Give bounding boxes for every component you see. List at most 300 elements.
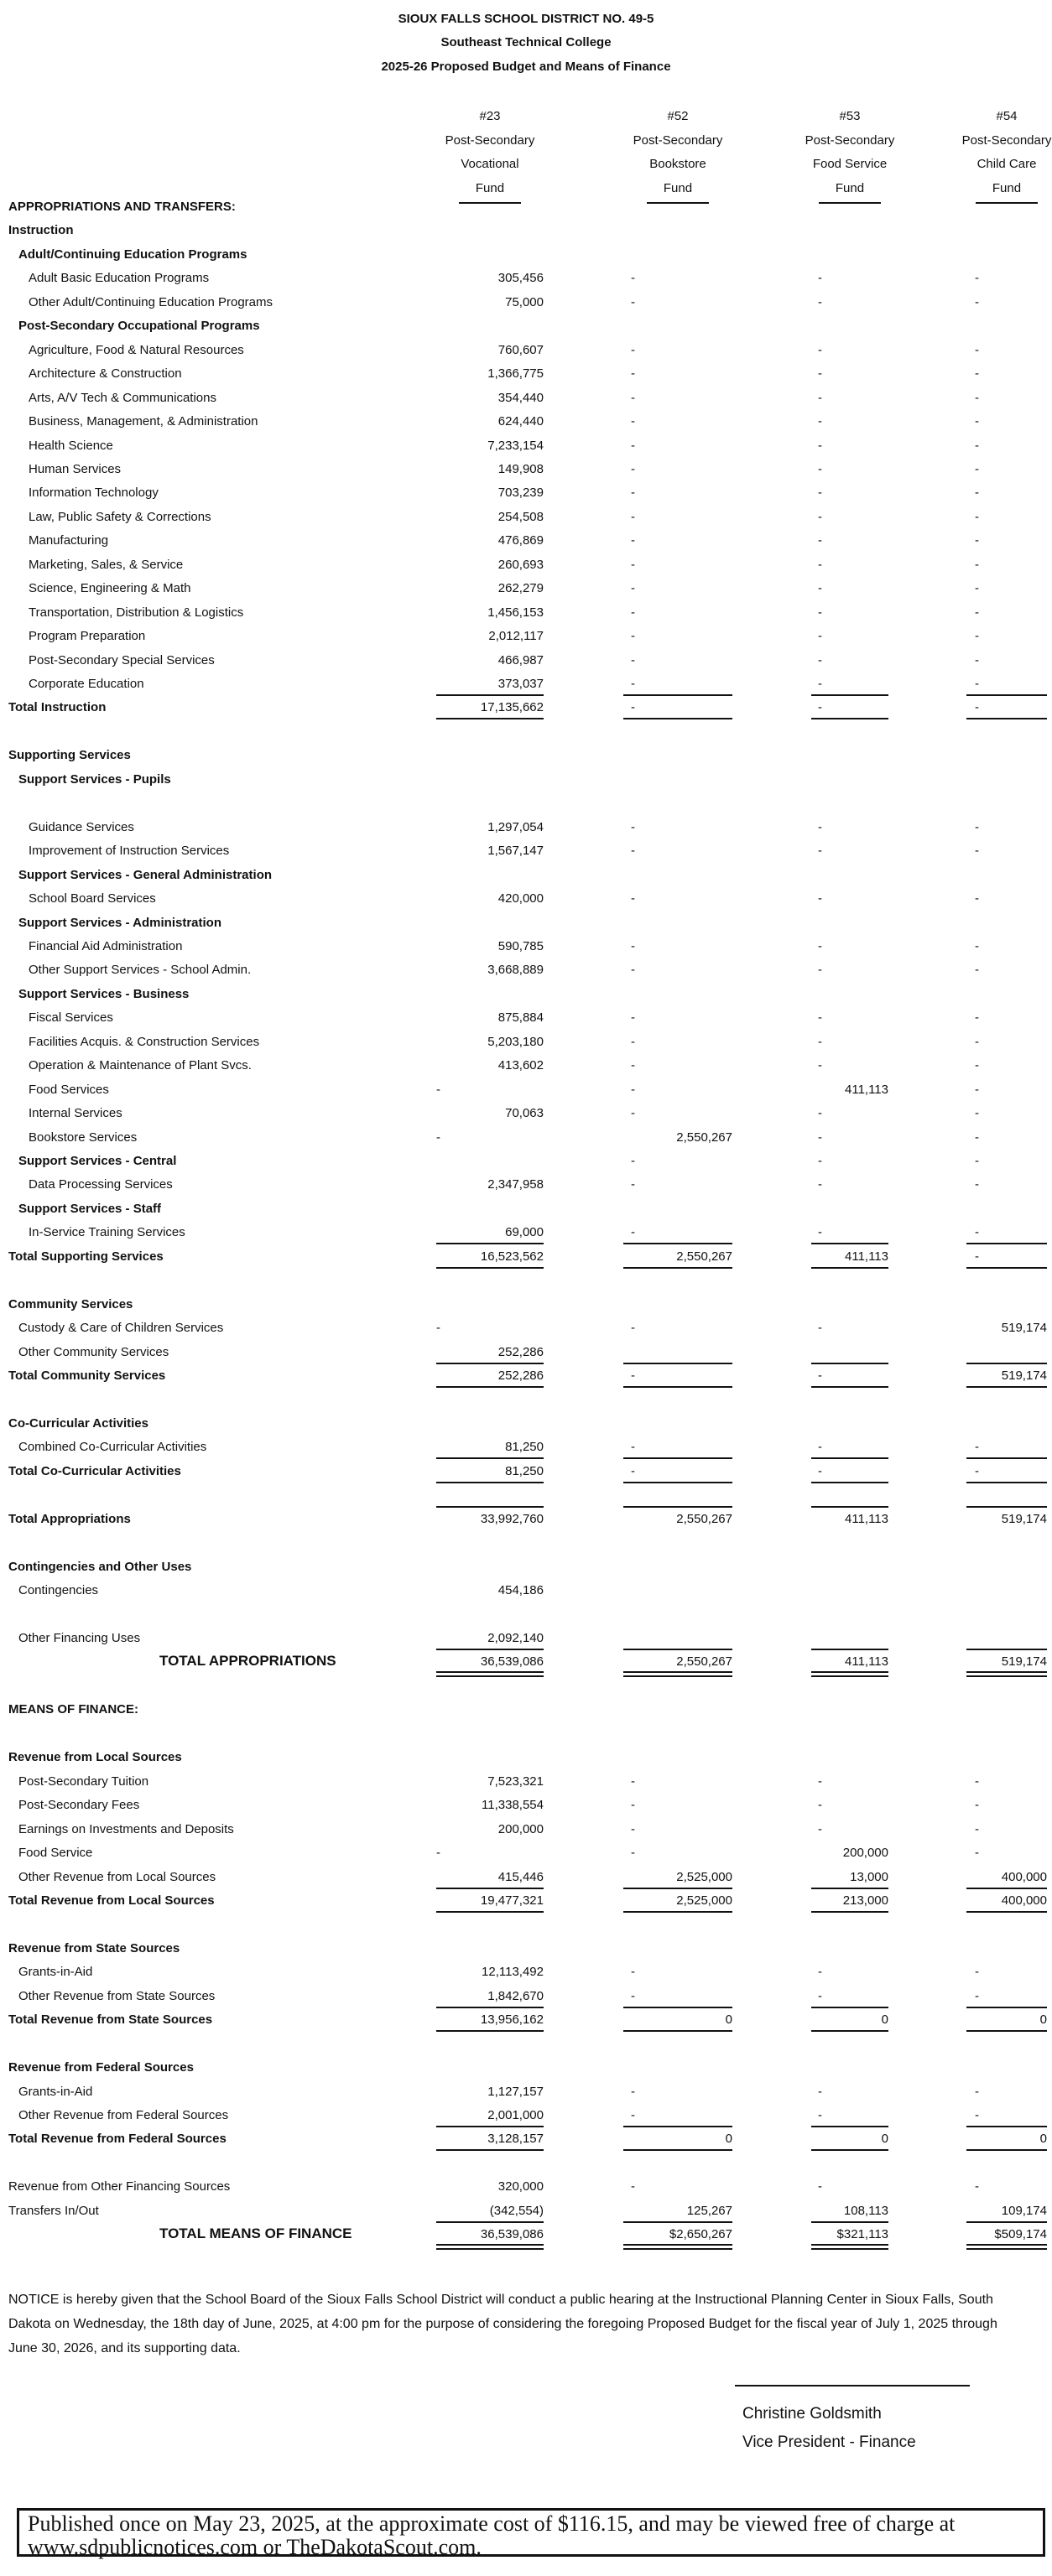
nil-value: - — [975, 2084, 979, 2099]
amount-cell: 411,113 — [845, 1082, 888, 1097]
row-label: Instruction — [8, 223, 74, 238]
amount-cell: 81,250 — [505, 1440, 544, 1455]
column-header-fund: Fund — [819, 177, 881, 205]
amount-cell: 1,456,153 — [487, 605, 544, 620]
amount-cell: 400,000 — [1001, 1869, 1047, 1884]
nil-value: - — [631, 819, 635, 834]
nil-value: - — [631, 1010, 635, 1026]
sum-rule — [811, 1267, 888, 1269]
sum-rule — [623, 1649, 732, 1650]
row-label: Contingencies and Other Uses — [8, 1559, 192, 1574]
row-label: Arts, A/V Tech & Communications — [29, 390, 216, 405]
amount-cell: 590,785 — [497, 938, 544, 953]
table-row — [0, 748, 1052, 771]
row-label: Total Co-Curricular Activities — [8, 1463, 181, 1478]
table-row — [0, 1416, 1052, 1440]
column-header-l1: Post-Secondary — [961, 132, 1052, 148]
sum-rule — [966, 1888, 1047, 1889]
table-row — [0, 1846, 1052, 1869]
amount-cell: 200,000 — [497, 1821, 544, 1836]
spacer-row — [0, 1727, 1052, 1750]
district-title: SIOUX FALLS SCHOOL DISTRICT NO. 49-5 — [398, 12, 654, 26]
nil-value: - — [631, 1177, 635, 1192]
row-label: School Board Services — [29, 891, 156, 906]
row-label: TOTAL MEANS OF FINANCE — [159, 2225, 352, 2242]
sum-rule — [811, 1482, 888, 1483]
sum-rule — [436, 2149, 544, 2151]
table-row — [0, 1750, 1052, 1774]
spacer-row — [0, 1273, 1052, 1296]
row-label: Co-Curricular Activities — [8, 1415, 148, 1431]
column-header-4 — [940, 105, 1052, 204]
nil-value: - — [975, 1440, 979, 1455]
sum-rule — [811, 2030, 888, 2032]
amount-cell: 411,113 — [845, 1249, 888, 1264]
table-row — [0, 2060, 1052, 2084]
row-label: Grants-in-Aid — [18, 1965, 93, 1980]
amount-cell: 3,668,889 — [487, 963, 544, 978]
nil-value: - — [975, 1082, 979, 1097]
table-row — [0, 200, 1052, 223]
row-label: Architecture & Construction — [29, 366, 182, 382]
amount-cell: 81,250 — [505, 1463, 544, 1478]
sum-rule — [436, 1482, 544, 1483]
row-label: Marketing, Sales, & Service — [29, 557, 184, 572]
table-row — [0, 1893, 1052, 1917]
nil-value: - — [631, 1058, 635, 1073]
table-row — [0, 2179, 1052, 2203]
sum-rule — [811, 1506, 888, 1508]
nil-value: - — [818, 652, 822, 667]
table-row — [0, 391, 1052, 414]
row-label: Guidance Services — [29, 819, 134, 834]
table-row — [0, 2012, 1052, 2036]
sum-rule — [966, 1386, 1047, 1388]
table-row — [0, 581, 1052, 605]
sum-rule — [623, 1386, 732, 1388]
nil-value: - — [631, 2084, 635, 2099]
row-label: Other Support Services - School Admin. — [29, 963, 252, 978]
row-label: Total Revenue from Local Sources — [8, 1893, 215, 1908]
amount-cell: 125,267 — [686, 2203, 732, 2218]
nil-value: - — [631, 342, 635, 357]
table-row — [0, 1702, 1052, 1726]
row-label: Total Appropriations — [8, 1511, 131, 1526]
table-row — [0, 2204, 1052, 2227]
row-label: Other Revenue from Local Sources — [18, 1869, 216, 1884]
table-row — [0, 1058, 1052, 1082]
sum-rule — [436, 718, 544, 719]
sum-rule — [436, 2221, 544, 2223]
sum-rule — [966, 2007, 1047, 2008]
amount-cell: 7,233,154 — [487, 438, 544, 453]
nil-value: - — [436, 1321, 440, 1336]
spacer-row — [0, 1607, 1052, 1631]
nil-value: - — [818, 2084, 822, 2099]
row-label: Other Community Services — [18, 1344, 169, 1359]
amount-cell: 420,000 — [497, 891, 544, 906]
amount-cell: 411,113 — [845, 1654, 888, 1670]
amount-cell: $509,174 — [994, 2227, 1047, 2242]
amount-cell: 2,550,267 — [676, 1511, 732, 1526]
spacer-row — [0, 2037, 1052, 2060]
nil-value: - — [818, 1034, 822, 1049]
nil-value: - — [631, 271, 635, 286]
row-label: Community Services — [8, 1296, 133, 1311]
nil-value: - — [818, 390, 822, 405]
nil-value: - — [818, 629, 822, 644]
nil-value: - — [975, 1846, 979, 1861]
table-row — [0, 772, 1052, 796]
amount-cell: 0 — [1039, 2132, 1047, 2147]
table-row — [0, 462, 1052, 486]
sum-rule — [966, 1506, 1047, 1508]
column-header-num: #54 — [996, 109, 1018, 123]
sum-rule — [966, 694, 1047, 696]
column-header-l2: Food Service — [812, 157, 888, 171]
table-row — [0, 247, 1052, 271]
column-header-2 — [611, 105, 745, 204]
nil-value: - — [631, 1034, 635, 1049]
nil-value: - — [631, 1821, 635, 1836]
column-header-num: #53 — [839, 109, 861, 123]
nil-value: - — [975, 652, 979, 667]
table-row — [0, 1965, 1052, 1988]
row-label: Post-Secondary Tuition — [18, 1774, 149, 1789]
row-label: Facilities Acquis. & Construction Services — [29, 1034, 260, 1049]
nil-value: - — [818, 1321, 822, 1336]
publication-notice: Published once on May 23, 2025, at the approximate cost of $116.15, and may be viewed free of charge at www.sdpublicnotices.com or TheDakotaScout.com. — [17, 2508, 1045, 2557]
nil-value: - — [631, 2108, 635, 2122]
row-label: Support Services - General Administration — [18, 867, 273, 882]
amount-cell: 75,000 — [505, 294, 544, 309]
nil-value: - — [818, 938, 822, 953]
sum-rule — [966, 2126, 1047, 2127]
total-double-rule — [436, 1671, 544, 1677]
amount-cell: 2,550,267 — [676, 1249, 732, 1264]
sum-rule — [966, 1267, 1047, 1269]
row-label: Program Preparation — [29, 629, 146, 644]
nil-value: - — [975, 390, 979, 405]
nil-value: - — [975, 533, 979, 548]
nil-value: - — [631, 938, 635, 953]
nil-value: - — [975, 1965, 979, 1980]
nil-value: - — [631, 366, 635, 382]
amount-cell: 305,456 — [497, 271, 544, 286]
nil-value: - — [975, 557, 979, 572]
nil-value: - — [975, 1798, 979, 1813]
table-row — [0, 700, 1052, 724]
nil-value: - — [631, 1106, 635, 1121]
nil-value: - — [975, 1034, 979, 1049]
amount-cell: 519,174 — [1001, 1368, 1047, 1384]
table-row — [0, 677, 1052, 700]
row-label: Support Services - Staff — [18, 1201, 162, 1216]
nil-value: - — [975, 414, 979, 429]
total-double-rule — [811, 1671, 888, 1677]
nil-value: - — [975, 461, 979, 476]
nil-value: - — [975, 2179, 979, 2194]
nil-value: - — [818, 533, 822, 548]
nil-value: - — [975, 1154, 979, 1168]
row-label: Internal Services — [29, 1106, 122, 1121]
amount-cell: 16,523,562 — [480, 1249, 544, 1264]
sum-rule — [436, 2126, 544, 2127]
row-label: Revenue from Other Financing Sources — [8, 2179, 231, 2194]
nil-value: - — [818, 486, 822, 501]
nil-value: - — [631, 2179, 635, 2194]
sum-rule — [811, 1457, 888, 1459]
sum-rule — [966, 1649, 1047, 1650]
row-label: Total Revenue from Federal Sources — [8, 2132, 227, 2147]
sum-rule — [811, 1911, 888, 1913]
nil-value: - — [631, 557, 635, 572]
table-row — [0, 1225, 1052, 1249]
row-label: Combined Co-Curricular Activities — [18, 1440, 207, 1455]
nil-value: - — [975, 1106, 979, 1121]
row-label: Health Science — [29, 438, 113, 453]
sum-rule — [436, 1267, 544, 1269]
row-label: Agriculture, Food & Natural Resources — [29, 342, 244, 357]
nil-value: - — [631, 1774, 635, 1789]
column-header-3 — [783, 105, 917, 204]
nil-value: - — [631, 677, 635, 691]
spacer-row — [0, 1535, 1052, 1559]
nil-value: - — [818, 1798, 822, 1813]
amount-cell: 108,113 — [843, 2203, 888, 2218]
nil-value: - — [975, 1463, 979, 1478]
table-row — [0, 295, 1052, 319]
nil-value: - — [975, 1225, 979, 1240]
sum-rule — [623, 1363, 732, 1364]
amount-cell: 69,000 — [505, 1225, 544, 1240]
row-label: Law, Public Safety & Corrections — [29, 509, 211, 524]
table-row — [0, 916, 1052, 939]
column-header-num: #23 — [479, 109, 501, 123]
sum-rule — [811, 1363, 888, 1364]
row-label: Data Processing Services — [29, 1177, 173, 1192]
row-label: Human Services — [29, 461, 122, 476]
amount-cell: 760,607 — [497, 342, 544, 357]
amount-cell: 519,174 — [1001, 1321, 1047, 1336]
nil-value: - — [975, 1177, 979, 1192]
amount-cell: 36,539,086 — [480, 2227, 544, 2242]
table-row — [0, 1177, 1052, 1201]
amount-cell: 875,884 — [497, 1010, 544, 1026]
sum-rule — [966, 2030, 1047, 2032]
column-header-l2: Vocational — [461, 157, 519, 171]
nil-value: - — [818, 1368, 822, 1384]
nil-value: - — [631, 414, 635, 429]
row-label: Revenue from Federal Sources — [8, 2060, 194, 2075]
table-row — [0, 939, 1052, 963]
table-row — [0, 1560, 1052, 1583]
nil-value: - — [975, 700, 979, 715]
row-label: Custody & Care of Children Services — [18, 1321, 224, 1336]
row-label: Total Community Services — [8, 1368, 166, 1384]
signer-title: Vice President - Finance — [742, 2433, 916, 2451]
row-label: Adult Basic Education Programs — [29, 271, 210, 286]
nil-value: - — [975, 366, 979, 382]
nil-value: - — [975, 509, 979, 524]
nil-value: - — [818, 1463, 822, 1478]
row-label: APPROPRIATIONS AND TRANSFERS: — [8, 200, 236, 214]
table-row — [0, 558, 1052, 581]
row-label: Financial Aid Administration — [29, 938, 183, 953]
table-row — [0, 223, 1052, 247]
nil-value: - — [975, 294, 979, 309]
nil-value: - — [975, 963, 979, 978]
table-row — [0, 1464, 1052, 1488]
amount-cell: 400,000 — [1001, 1893, 1047, 1908]
table-row — [0, 987, 1052, 1010]
amount-cell: 354,440 — [497, 390, 544, 405]
amount-cell: 0 — [725, 2012, 732, 2028]
amount-cell: 411,113 — [845, 1511, 888, 1526]
amount-cell: 519,174 — [1001, 1654, 1047, 1670]
signature-line — [735, 2385, 970, 2386]
amount-cell: 13,956,162 — [480, 2012, 544, 2028]
nil-value: - — [818, 438, 822, 453]
nil-value: - — [631, 1463, 635, 1478]
nil-value: - — [818, 819, 822, 834]
nil-value: - — [631, 509, 635, 524]
amount-cell: 373,037 — [497, 677, 544, 691]
sum-rule — [811, 2149, 888, 2151]
nil-value: - — [818, 844, 822, 859]
table-row — [0, 2108, 1052, 2132]
nil-value: - — [818, 461, 822, 476]
row-label: Transportation, Distribution & Logistics — [29, 605, 244, 620]
public-hearing-notice: NOTICE is hereby given that the School Board of the Sioux Falls School District will conduct a public hearing at the Instructional Planning Center in Sioux Falls, South Dakota on Wednesday, the 18th day of June, 2025, at 4:00 pm for the purpose of considering the foregoing Proposed Budget for the fiscal year of July 1, 2025 through June 30, 2026, and its supporting data. — [8, 2293, 997, 2355]
row-label: Post-Secondary Occupational Programs — [18, 319, 260, 334]
nil-value: - — [818, 581, 822, 596]
nil-value: - — [631, 700, 635, 715]
sum-rule — [623, 694, 732, 696]
sum-rule — [436, 2007, 544, 2008]
sum-rule — [811, 2126, 888, 2127]
column-header-1 — [423, 105, 557, 204]
table-row — [0, 1130, 1052, 1154]
sum-rule — [966, 1243, 1047, 1244]
amount-cell: 476,869 — [497, 533, 544, 548]
amount-cell: 466,987 — [497, 652, 544, 667]
nil-value: - — [975, 1988, 979, 2003]
sum-rule — [623, 2007, 732, 2008]
row-label: Support Services - Administration — [18, 915, 221, 930]
amount-cell: 13,000 — [850, 1869, 888, 1884]
table-row — [0, 629, 1052, 652]
amount-cell: 519,174 — [1001, 1511, 1047, 1526]
column-header-l2: Bookstore — [649, 157, 706, 171]
nil-value: - — [975, 938, 979, 953]
amount-cell: 415,446 — [497, 1869, 544, 1884]
sum-rule — [436, 694, 544, 696]
row-label: Bookstore Services — [29, 1130, 138, 1145]
amount-cell: 36,539,086 — [480, 1654, 544, 1670]
row-label: In-Service Training Services — [29, 1225, 185, 1240]
nil-value: - — [818, 1177, 822, 1192]
table-row — [0, 1154, 1052, 1177]
amount-cell: 320,000 — [497, 2179, 544, 2194]
table-row — [0, 1583, 1052, 1607]
row-label: Support Services - Business — [18, 986, 190, 1001]
row-label: Operation & Maintenance of Plant Svcs. — [29, 1058, 252, 1073]
spacer-row — [0, 724, 1052, 748]
sum-rule — [811, 694, 888, 696]
sum-rule — [436, 1649, 544, 1650]
row-label: Post-Secondary Special Services — [29, 652, 215, 667]
amount-cell: 1,366,775 — [487, 366, 544, 382]
nil-value: - — [631, 629, 635, 644]
row-label: Total Supporting Services — [8, 1249, 164, 1264]
spacer-row — [0, 1393, 1052, 1416]
sum-rule — [623, 1243, 732, 1244]
amount-cell: 252,286 — [497, 1344, 544, 1359]
row-label: Grants-in-Aid — [18, 2084, 93, 2099]
sum-rule — [436, 1457, 544, 1459]
nil-value: - — [631, 1154, 635, 1168]
table-row — [0, 820, 1052, 844]
amount-cell: 2,012,117 — [488, 629, 544, 644]
amount-cell: 3,128,157 — [487, 2132, 544, 2147]
sum-rule — [623, 1506, 732, 1508]
table-row — [0, 653, 1052, 677]
table-row — [0, 2085, 1052, 2108]
nil-value: - — [818, 342, 822, 357]
amount-cell: 0 — [725, 2132, 732, 2147]
amount-cell: 260,693 — [497, 557, 544, 572]
nil-value: - — [975, 271, 979, 286]
row-label: Support Services - Pupils — [18, 771, 171, 787]
table-row — [0, 868, 1052, 891]
amount-cell: 254,508 — [497, 509, 544, 524]
table-row — [0, 963, 1052, 986]
amount-cell: (342,554) — [489, 2203, 544, 2218]
nil-value: - — [631, 1321, 635, 1336]
nil-value: - — [631, 1988, 635, 2003]
table-row — [0, 1368, 1052, 1392]
column-header-l1: Post-Secondary — [633, 132, 723, 148]
amount-cell: 2,525,000 — [676, 1869, 732, 1884]
table-row — [0, 486, 1052, 509]
table-row — [0, 1440, 1052, 1463]
table-row — [0, 1345, 1052, 1368]
nil-value: - — [975, 844, 979, 859]
row-label: Transfers In/Out — [8, 2203, 99, 2218]
amount-cell: 17,135,662 — [480, 700, 544, 715]
nil-value: - — [975, 342, 979, 357]
nil-value: - — [818, 1988, 822, 2003]
total-double-rule — [811, 2244, 888, 2250]
table-row — [0, 1870, 1052, 1893]
column-header-fund: Fund — [647, 177, 709, 205]
nil-value: - — [818, 509, 822, 524]
amount-cell: 109,174 — [1001, 2203, 1047, 2218]
amount-cell: 0 — [881, 2132, 888, 2147]
nil-value: - — [975, 677, 979, 691]
sum-rule — [623, 2221, 732, 2223]
sum-rule — [811, 1243, 888, 1244]
row-label: Fiscal Services — [29, 1010, 113, 1026]
table-row — [0, 533, 1052, 557]
nil-value: - — [818, 963, 822, 978]
nil-value: - — [818, 414, 822, 429]
nil-value: - — [975, 819, 979, 834]
amount-cell: 12,113,492 — [482, 1965, 544, 1980]
nil-value: - — [631, 963, 635, 978]
amount-cell: 70,063 — [505, 1106, 544, 1121]
